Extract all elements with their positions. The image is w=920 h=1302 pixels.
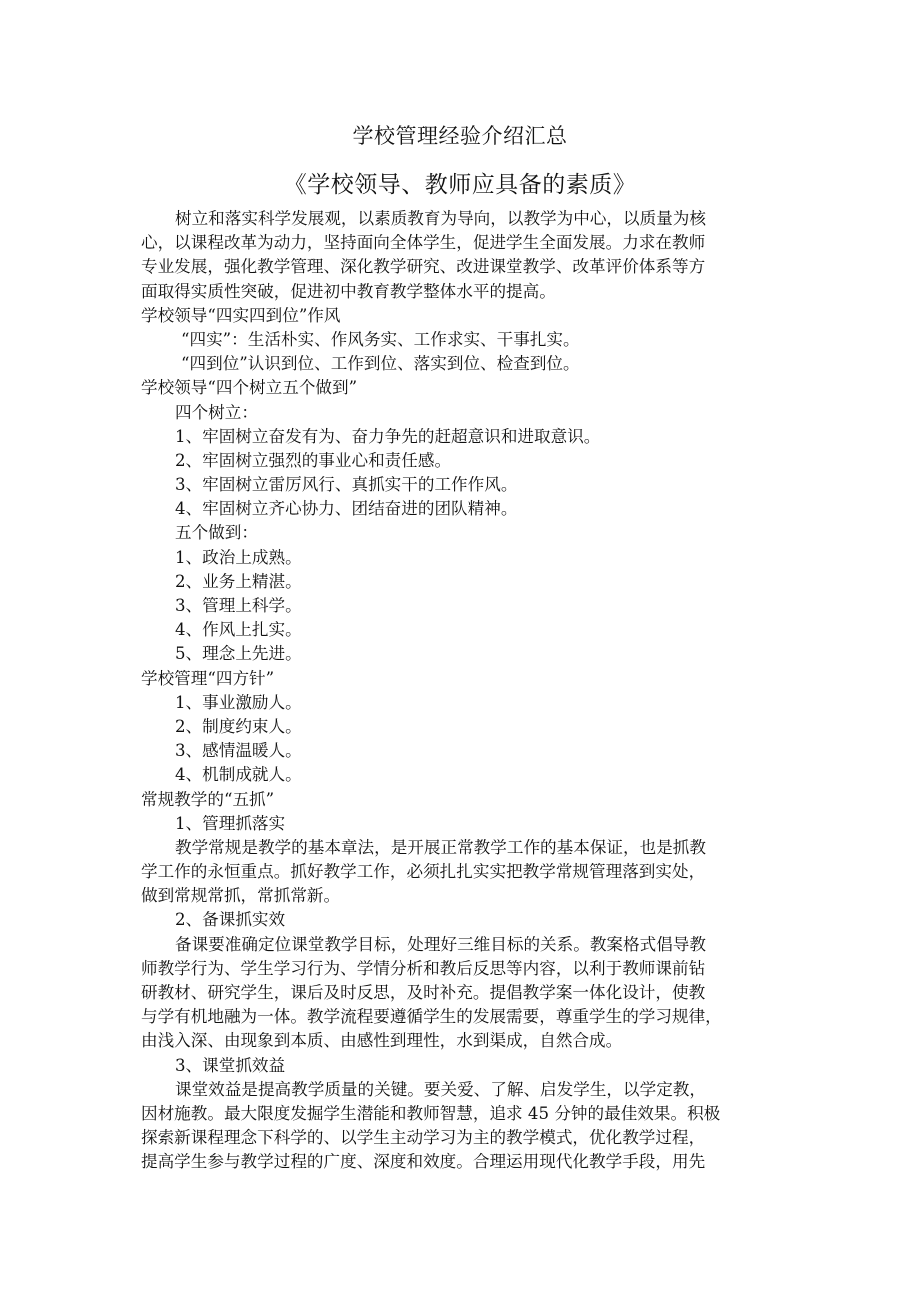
text-line: 学校领导“四个树立五个做到”	[141, 378, 358, 398]
text-line: 教学常规是教学的基本章法，是开展正常教学工作的基本保证，也是抓教	[175, 837, 706, 857]
text-line: 学校管理“四方针”	[141, 668, 275, 688]
text-line: 2、制度约束人。	[175, 716, 302, 736]
text-line: 学工作的永恒重点。抓好教学工作，必须扎扎实实把教学常规管理落到实处，	[141, 862, 706, 882]
text-line: 3、管理上科学。	[175, 596, 302, 615]
text-line: 四个树立：	[175, 402, 258, 422]
text-line: “四实”：生活朴实、作风务实、工作求实、干事扎实。	[181, 329, 580, 349]
text-line: 常规教学的“五抓”	[141, 789, 275, 809]
text-line: 备课要准确定位课堂教学目标，处理好三维目标的关系。教案格式倡导教	[175, 934, 706, 954]
text-line: 4、作风上扎实。	[175, 620, 302, 640]
text-line: 师教学行为、学生学习行为、学情分析和教后反思等内容，以利于教师课前钻	[141, 958, 706, 978]
text-line: 5、理念上先进。	[175, 644, 302, 664]
text-line: 由浅入深、由现象到本质、由感性到理性，水到渠成，自然合成。	[141, 1031, 623, 1051]
text-line: 专业发展，强化教学管理、深化教学研究、改进课堂教学、改革评价体系等方	[141, 257, 706, 277]
text-line: 2、牢固树立强烈的事业心和责任感。	[175, 450, 452, 470]
text-line: 3、课堂抓效益	[175, 1055, 286, 1075]
text-line: 3、感情温暖人。	[175, 741, 302, 761]
text-line: 树立和落实科学发展观，以素质教育为导向，以教学为中心，以质量为核	[175, 209, 706, 228]
text-line: 探索新课程理念下科学的、以学生主动学习为主的教学模式，优化教学过程，	[141, 1128, 706, 1148]
text-line: 因材施教。最大限度发掘学生潜能和教师智慧，追求 45 分钟的最佳效果。积极	[141, 1103, 721, 1123]
text-line: 1、管理抓落实	[175, 813, 286, 833]
text-line: 做到常规常抓，常抓常新。	[141, 886, 341, 906]
text-line: 面取得实质性突破，促进初中教育教学整体水平的提高。	[141, 281, 556, 301]
document-title: 学校管理经验介绍汇总	[352, 124, 568, 148]
text-line: 心，以课程改革为动力，坚持面向全体学生，促进学生全面发展。力求在教师	[141, 233, 706, 253]
text-line: 2、备课抓实效	[175, 910, 286, 930]
text-line: 3、牢固树立雷厉风行、真抓实干的工作作风。	[175, 475, 518, 495]
text-line: 五个做到：	[175, 523, 258, 543]
text-line: 1、事业激励人。	[175, 692, 302, 712]
text-line: 课堂效益是提高教学质量的关键。要关爱、了解、启发学生，以学定教，	[175, 1079, 706, 1099]
text-line: 1、政治上成熟。	[175, 547, 302, 567]
document-body	[141, 207, 781, 1175]
text-line: 研教材、研究学生，课后及时反思，及时补充。提倡教学案一体化设计，使教	[141, 983, 706, 1002]
document-subtitle: 《学校领导、教师应具备的素质》	[283, 172, 637, 198]
text-line: 4、牢固树立齐心协力、团结奋进的团队精神。	[175, 499, 518, 519]
text-line: 学校领导“四实四到位”作风	[141, 305, 341, 325]
text-line: 提高学生参与教学过程的广度、深度和效度。合理运用现代化教学手段，用先	[141, 1152, 706, 1172]
text-line: “四到位”认识到位、工作到位、落实到位、检查到位。	[181, 354, 580, 374]
text-line: 2、业务上精湛。	[175, 571, 302, 591]
text-line: 与学有机地融为一体。教学流程要遵循学生的发展需要，尊重学生的学习规律，	[141, 1007, 722, 1027]
text-line: 4、机制成就人。	[175, 765, 302, 785]
text-line: 1、牢固树立奋发有为、奋力争先的赶超意识和进取意识。	[175, 426, 601, 446]
